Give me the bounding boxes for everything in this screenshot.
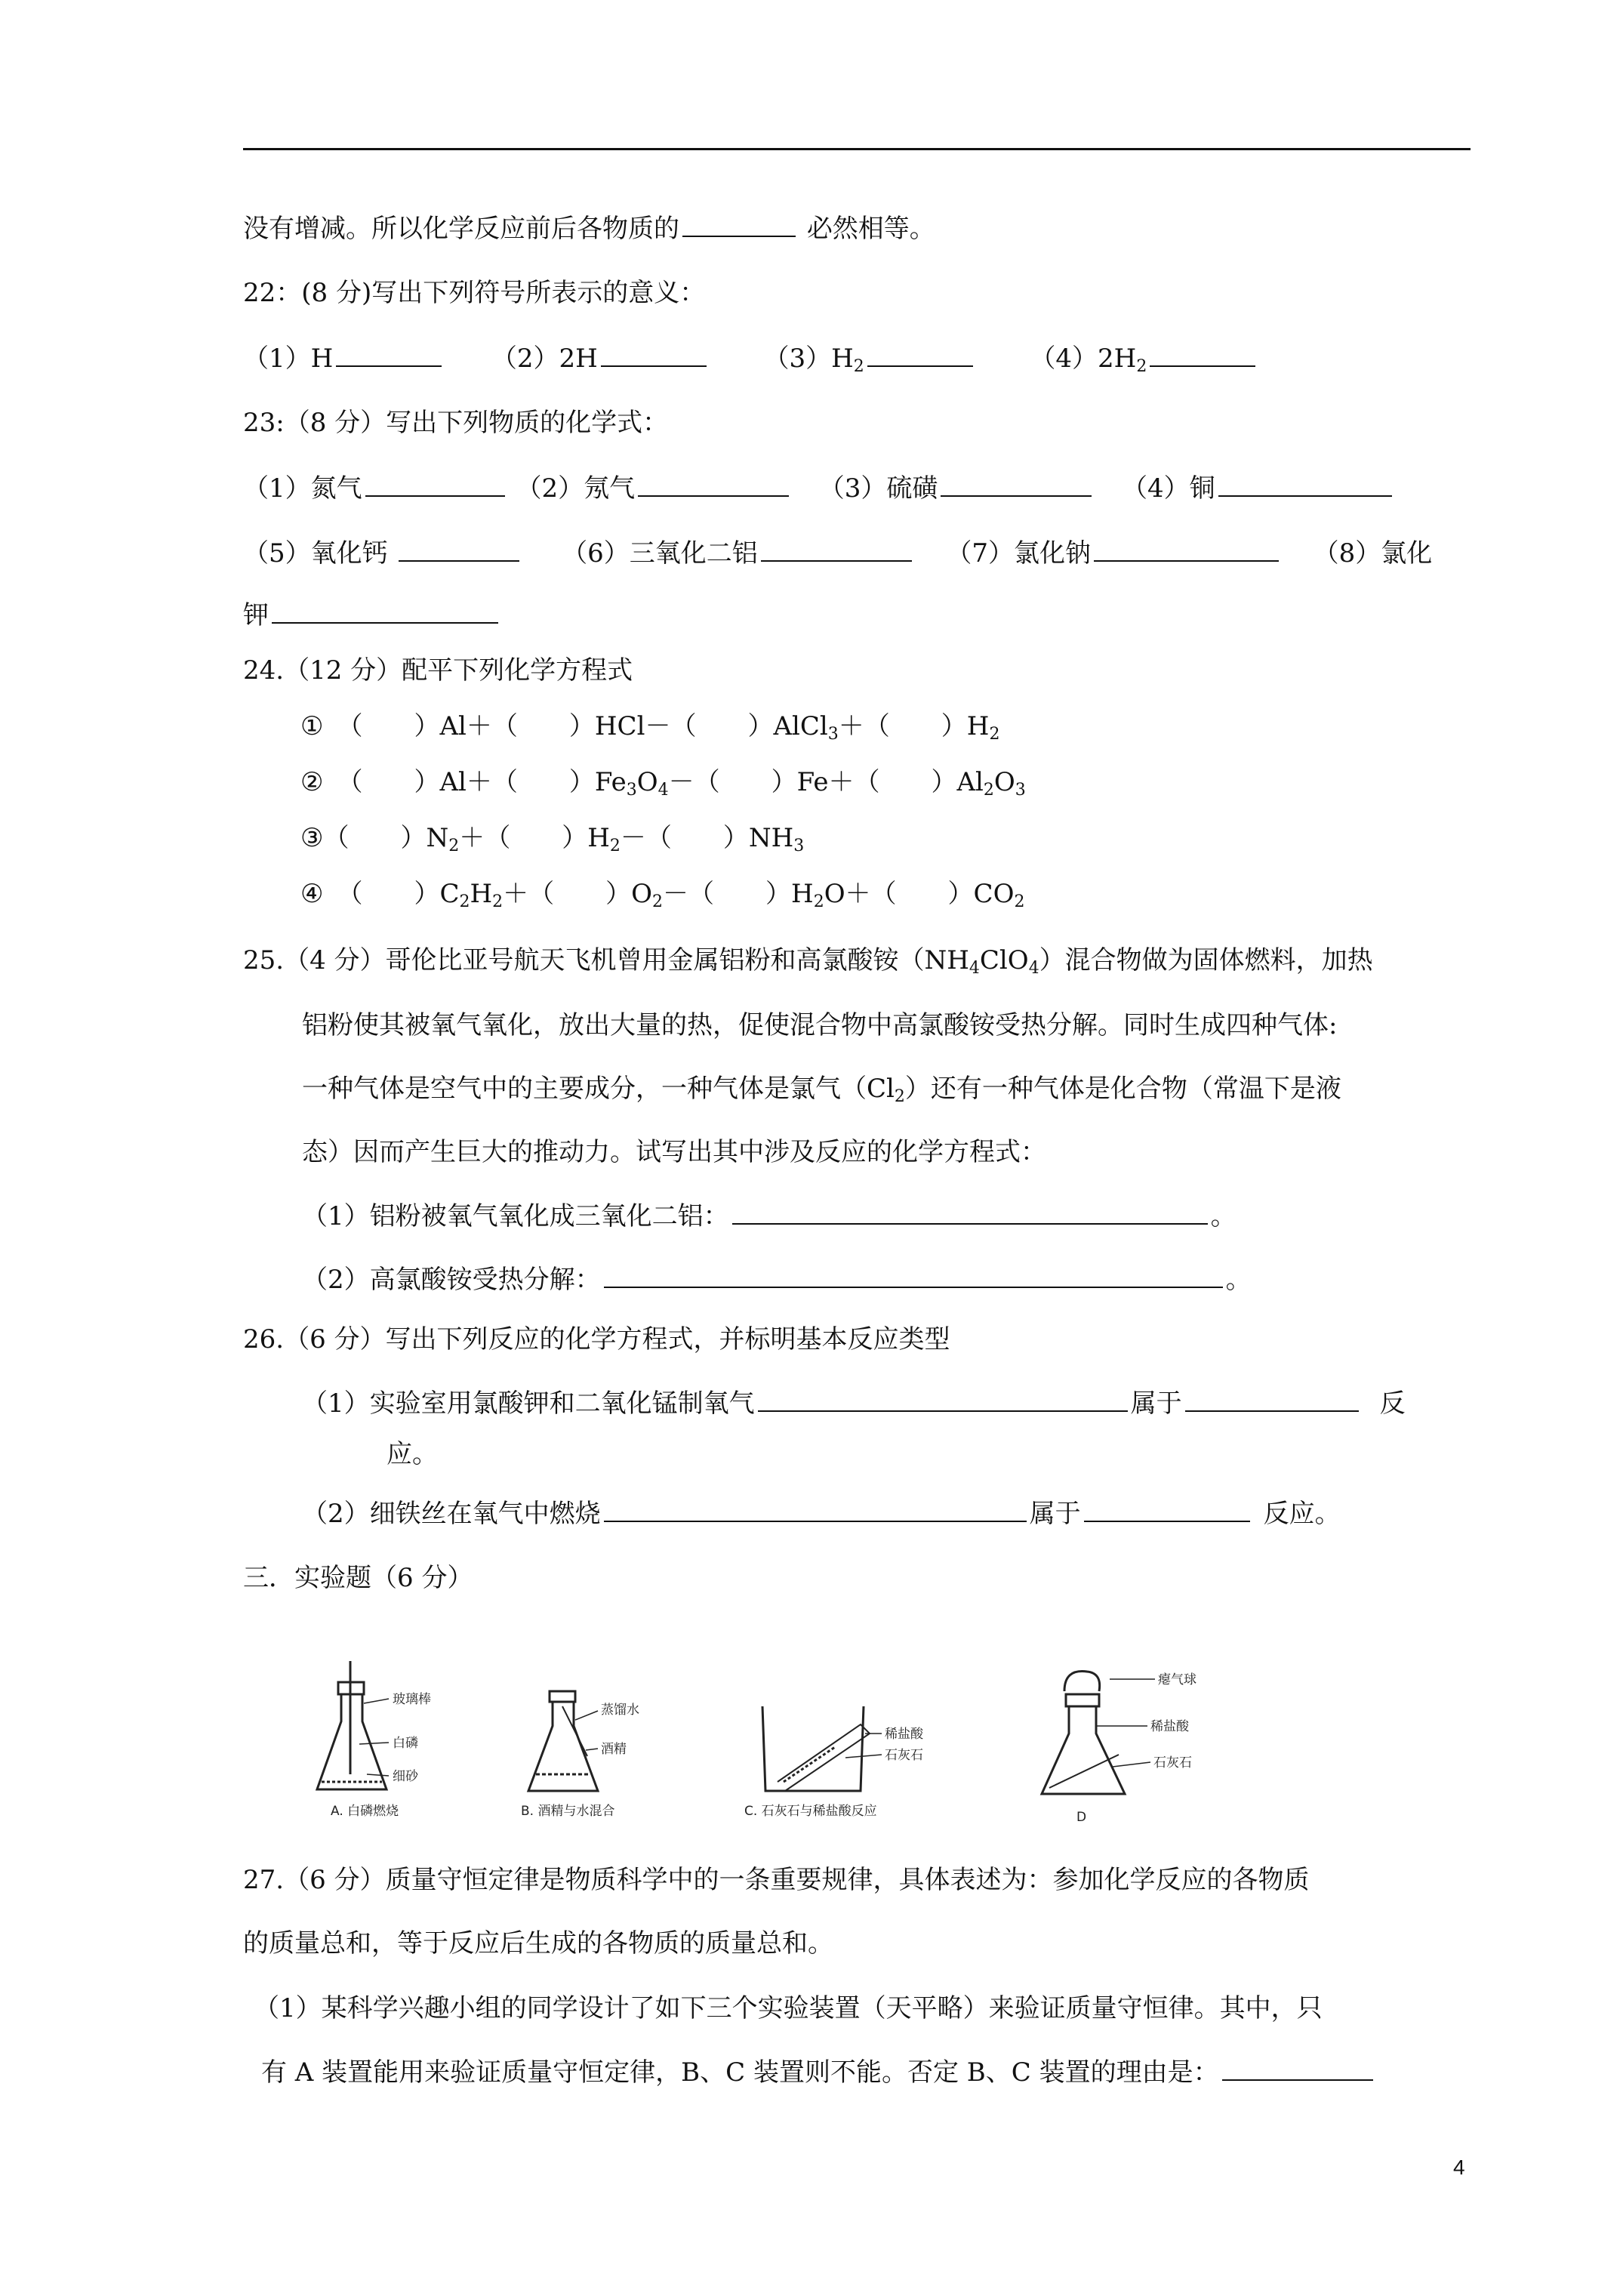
eq-text: ＋（ ）H [838, 711, 990, 741]
eq-text: （ ）N [323, 823, 449, 853]
q23-item: （3）硫磺 [818, 473, 938, 504]
eq-text: H [470, 879, 493, 909]
caption-a: A. 白磷燃烧 [331, 1804, 399, 1819]
eq-text: O [636, 767, 658, 797]
answer-blank[interactable] [1222, 2055, 1373, 2081]
q22-title: 22：(8 分)写出下列符号所表示的意义： [243, 278, 706, 308]
q25-sub-text: （1）铝粉被氧气氧化成三氧化二铝： [302, 1201, 729, 1231]
q25-text: ）混合物做为固体燃料，加热 [1039, 945, 1373, 975]
answer-blank[interactable] [867, 341, 973, 367]
q25-sub-text: （2）高氯酸铵受热分解： [302, 1265, 601, 1295]
answer-blank[interactable] [941, 471, 1092, 497]
subscript: 2 [1014, 892, 1025, 911]
apparatus-b [528, 1691, 598, 1791]
subscript: 2 [492, 892, 504, 911]
subscript: 2 [813, 892, 824, 911]
equation-2 [300, 766, 1026, 799]
q25-sub-1 [302, 1199, 1236, 1233]
label-limestone-d: 石灰石 [1153, 1755, 1192, 1771]
subscript: 4 [658, 781, 669, 800]
q26-text: （2）细铁丝在氧气中燃烧 [302, 1499, 601, 1529]
answer-blank[interactable] [1150, 341, 1255, 367]
eq-text: O＋（ ）CO [824, 879, 1015, 909]
subscript: 2 [1136, 357, 1147, 376]
answer-blank[interactable] [604, 1496, 1027, 1522]
q23-item: （4）铜 [1121, 473, 1215, 504]
label-distilled-water: 蒸馏水 [601, 1703, 639, 1718]
belong-text: 属于 [1029, 1499, 1081, 1529]
q25-text: ）还有一种气体是化合物（常温下是液 [904, 1074, 1341, 1104]
answer-blank[interactable] [732, 1199, 1208, 1225]
q25-text: 一种气体是空气中的主要成分，一种气体是氯气（Cl [302, 1074, 895, 1104]
apparatus-c [762, 1706, 882, 1791]
intro-line [243, 211, 935, 245]
equation-3 [300, 821, 804, 855]
label-dilute-hcl-d: 稀盐酸 [1150, 1719, 1189, 1734]
answer-blank[interactable] [761, 536, 912, 562]
subscript: 3 [793, 837, 805, 855]
q23-row1 [243, 471, 1395, 505]
page-number: 4 [1453, 2156, 1465, 2179]
answer-blank[interactable] [399, 536, 519, 562]
answer-blank[interactable] [1218, 471, 1392, 497]
period: 。 [1210, 1201, 1236, 1231]
label-deflated-balloon: 瘪气球 [1158, 1672, 1196, 1687]
q25-text: 25.（4 分）哥伦比亚号航天飞机曾用金属铝粉和高氯酸铵（NH [243, 945, 969, 975]
label-limestone: 石灰石 [885, 1748, 923, 1763]
q22-item-3: （3）H [763, 344, 854, 374]
react-text: 反应。 [1263, 1499, 1341, 1529]
answer-blank[interactable] [1185, 1386, 1359, 1412]
subscript: 4 [1028, 959, 1039, 978]
subscript: 3 [827, 725, 839, 744]
q23-item: （1）氮气 [243, 473, 362, 504]
q23-item: （6）三氧化二铝 [562, 538, 758, 569]
label-alcohol: 酒精 [601, 1742, 627, 1757]
q23-row3 [243, 598, 501, 632]
intro-tail: 必然相等。 [806, 214, 935, 244]
eq-number: ② [300, 767, 324, 797]
subscript: 3 [1015, 781, 1026, 800]
experiment-apparatus-figure [302, 1661, 1298, 1850]
q26-part-1 [302, 1386, 1406, 1420]
apparatus-a [317, 1661, 389, 1789]
equation-4 [300, 877, 1024, 911]
subscript: 4 [969, 959, 980, 978]
q22-item-2: （2）2H [491, 344, 598, 374]
eq-text: －（ ）NH [620, 823, 794, 853]
answer-blank[interactable] [1084, 1496, 1250, 1522]
answer-blank[interactable] [601, 341, 707, 367]
q25-sub-2 [302, 1262, 1252, 1296]
q27-line-2: 的质量总和，等于反应后生成的各物质的质量总和。 [243, 1928, 833, 1959]
subscript: 2 [894, 1087, 905, 1106]
q25-line-2: 铝粉使其被氧气氧化，放出大量的热，促使混合物中高氯酸铵受热分解。同时生成四种气体: [302, 1010, 1338, 1040]
q27-line-4 [261, 2055, 1376, 2089]
subscript: 2 [448, 837, 460, 855]
eq-number: ④ [300, 879, 324, 909]
q25-line-1 [243, 944, 1373, 977]
answer-blank[interactable] [272, 598, 498, 624]
subscript: 2 [609, 837, 621, 855]
eq-text: ＋（ ）H [459, 823, 610, 853]
react-text: 反 [1379, 1388, 1406, 1419]
caption-b: B. 酒精与水混合 [521, 1804, 615, 1819]
q24-title: 24.（12 分）配平下列化学方程式 [243, 655, 633, 686]
q27-text: 有 A 装置能用来验证质量守恒定律，B、C 装置则不能。否定 B、C 装置的理由是： [261, 2057, 1219, 2088]
subscript: 2 [652, 892, 664, 911]
eq-text: －（ ）Fe＋（ ）Al [668, 767, 984, 797]
q23-item: 钾 [243, 600, 269, 630]
q23-item: （5）氧化钙 [243, 538, 388, 569]
q27-line-1: 27.（6 分）质量守恒定律是物质科学中的一条重要规律，具体表述为：参加化学反应的各物质 [243, 1865, 1310, 1895]
q23-item: （8）氯化 [1313, 538, 1433, 569]
answer-blank[interactable] [604, 1262, 1223, 1288]
caption-c: C. 石灰石与稀盐酸反应 [744, 1804, 877, 1819]
label-fine-sand: 细砂 [393, 1769, 418, 1784]
q23-item: （2）氖气 [516, 473, 636, 504]
q26-text: （1）实验室用氯酸钾和二氧化锰制氧气 [302, 1388, 755, 1419]
q25-line-3 [302, 1072, 1341, 1105]
subscript: 2 [983, 781, 994, 800]
label-glass-rod: 玻璃棒 [393, 1692, 431, 1707]
answer-blank[interactable] [682, 211, 796, 237]
intro-text: 没有增减。所以化学反应前后各物质的 [243, 214, 679, 244]
eq-text: O [993, 767, 1015, 797]
period: 。 [1225, 1265, 1252, 1295]
label-white-phosphorus: 白磷 [393, 1736, 418, 1751]
q22-item-1: （1）H [243, 344, 334, 374]
subscript: 2 [989, 725, 1000, 744]
header-rule [243, 148, 1471, 150]
answer-blank[interactable] [336, 341, 442, 367]
answer-blank[interactable] [758, 1386, 1128, 1412]
eq-text: （ ）C [337, 879, 460, 909]
answer-blank[interactable] [638, 471, 789, 497]
eq-text: （ ）Al＋（ ）HCl－（ ）AlCl [337, 711, 828, 741]
caption-d: D [1076, 1810, 1087, 1825]
q23-row2 [243, 536, 1432, 570]
answer-blank[interactable] [1094, 536, 1279, 562]
q26-part-1-tail: 应。 [387, 1439, 438, 1469]
subscript: 2 [853, 357, 864, 376]
belong-text: 属于 [1130, 1388, 1182, 1419]
subscript: 2 [459, 892, 470, 911]
subscript: 3 [626, 781, 637, 800]
label-dilute-hcl: 稀盐酸 [885, 1727, 923, 1742]
q27-line-3: （1）某科学兴趣小组的同学设计了如下三个实验装置（天平略）来验证质量守恒律。其中，只 [254, 1993, 1323, 2023]
eq-text: ＋（ ）O [503, 879, 653, 909]
answer-blank[interactable] [365, 471, 505, 497]
q22-item-4: （4）2H [1030, 344, 1137, 374]
q23-item: （7）氯化钠 [946, 538, 1091, 569]
q26-title: 26.（6 分）写出下列反应的化学方程式，并标明基本反应类型 [243, 1324, 950, 1354]
apparatus-d [1042, 1672, 1155, 1794]
eq-number: ① [300, 711, 324, 741]
section-3-title: 三．实验题（6 分） [243, 1563, 473, 1593]
q23-title: 23:（8 分）写出下列物质的化学式： [243, 408, 669, 438]
equation-1 [300, 710, 999, 743]
q22-items [243, 341, 1258, 375]
q26-part-2 [302, 1496, 1341, 1530]
eq-text: （ ）Al＋（ ）Fe [337, 767, 627, 797]
eq-number: ③ [300, 823, 324, 853]
q25-text: ClO [979, 945, 1029, 975]
eq-text: －（ ）H [663, 879, 814, 909]
q25-line-4: 态）因而产生巨大的推动力。试写出其中涉及反应的化学方程式： [302, 1137, 1046, 1167]
